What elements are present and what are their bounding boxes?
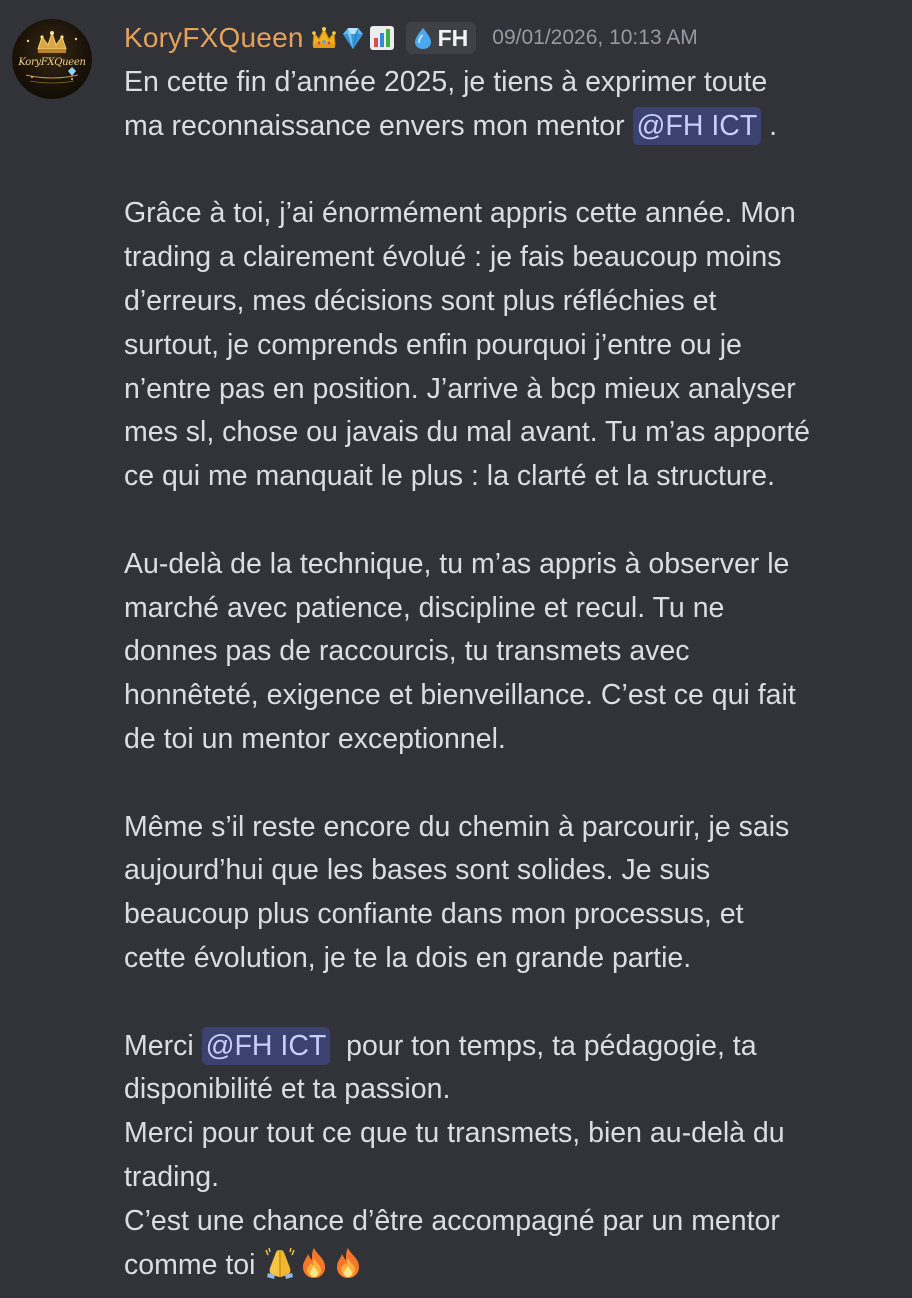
message-line: Même s’il reste encore du chemin à parcourir, je sais — [124, 810, 790, 843]
message-line: aujourd’hui que les bases sont solides. Je suis — [124, 854, 711, 887]
message-line: surtout, je comprends enfin pourquoi j’entre ou je — [124, 328, 742, 361]
message-line: donnes pas de raccourcis, tu transmets avec — [124, 635, 690, 668]
timestamp[interactable]: 09/01/2026, 10:13 AM — [492, 26, 698, 49]
crown-emoji-icon — [310, 24, 338, 52]
message-line: disponibilité et ta passion. — [124, 1073, 451, 1106]
folded-hands-emoji-icon — [263, 1246, 297, 1280]
blank-line — [124, 981, 884, 1025]
user-mention[interactable]: @FH ICT — [202, 1027, 331, 1065]
message-line: trading a clairement évolué : je fais beaucoup moins — [124, 241, 782, 274]
message-line: mes sl, chose ou javais du mal avant. Tu m’as apporté — [124, 416, 810, 449]
message-header — [124, 18, 698, 58]
user-mention[interactable]: @FH ICT — [633, 107, 762, 145]
message-line: beaucoup plus confiante dans mon processus, et — [124, 898, 744, 931]
end-emojis — [263, 1246, 365, 1280]
fire-emoji-icon — [331, 1246, 365, 1280]
message-line: de toi un mentor exceptionnel. — [124, 722, 506, 755]
message-line: trading. — [124, 1160, 220, 1193]
clan-tag-label: FH — [437, 24, 469, 51]
message-line — [124, 105, 884, 149]
message-line: d’erreurs, mes décisions sont plus réfléchies et — [124, 284, 717, 317]
gem-emoji-icon — [339, 24, 367, 52]
username-badges — [310, 24, 396, 52]
blank-line — [124, 149, 884, 193]
message-line: marché avec patience, discipline et recul. Tu ne — [124, 591, 725, 624]
message-line: ce qui me manquait le plus : la clarté et la structure. — [124, 460, 776, 493]
message-line: cette évolution, je te la dois en grande partie. — [124, 941, 692, 974]
clan-tag[interactable] — [406, 22, 477, 54]
message-text: Merci — [124, 1029, 202, 1062]
username[interactable]: KoryFXQueen — [124, 22, 304, 53]
blank-line — [124, 762, 884, 806]
message-text: ma reconnaissance envers mon mentor — [124, 109, 633, 142]
message-line: C’est une chance d’être accompagné par un mentor — [124, 1204, 780, 1237]
message-line: Au-delà de la technique, tu m’as appris à observer le — [124, 547, 790, 580]
message-line — [124, 1244, 884, 1288]
message-text: comme toi — [124, 1248, 264, 1281]
blank-line — [124, 499, 884, 543]
avatar[interactable] — [12, 19, 92, 99]
message-line — [124, 1025, 884, 1069]
message-line: En cette fin d’année 2025, je tiens à exprimer toute — [124, 66, 768, 98]
bar-chart-emoji-icon — [368, 24, 396, 52]
message-line: Merci pour tout ce que tu transmets, bien au-delà du — [124, 1117, 785, 1150]
message-text: pour ton temps, ta pédagogie, ta — [330, 1029, 757, 1062]
fire-emoji-icon — [297, 1246, 331, 1280]
message-text: . — [761, 109, 778, 142]
message-line: n’entre pas en position. J’arrive à bcp mieux analyser — [124, 372, 796, 405]
avatar-text: KoryFXQueen — [18, 57, 86, 68]
message-content — [124, 61, 884, 1287]
message-line: honnêteté, exigence et bienveillance. C’est ce qui fait — [124, 679, 796, 712]
message-line: Grâce à toi, j’ai énormément appris cette année. Mon — [124, 197, 796, 230]
water-drop-icon — [412, 26, 434, 50]
